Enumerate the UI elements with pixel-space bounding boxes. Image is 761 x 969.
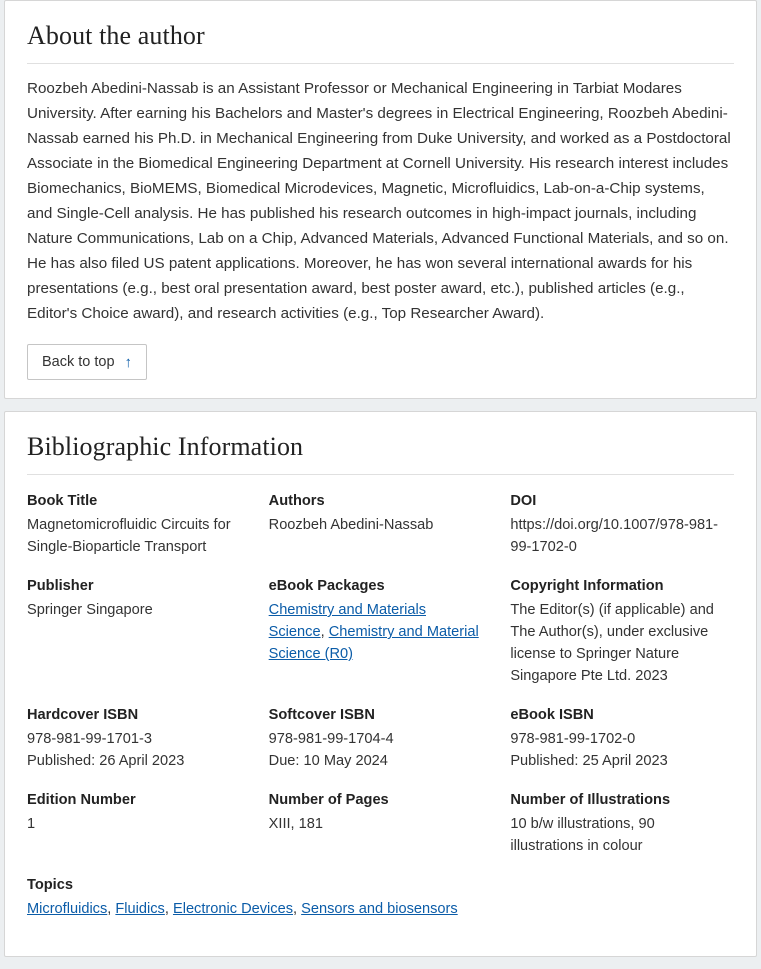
field-value: XIII, 181 xyxy=(268,816,324,832)
about-the-author-text: Roozbeh Abedini-Nassab is an Assistant Professor or Mechanical Engineering in Tarbiat Modares University. After earning his Bachelors and Master's degrees in Electrical Engineering, Roozbeh Abedini-Nassab earned his Ph.D. in Mechanical Engineering from Duke University, and worked as a Postdoctoral Associate in the Biomedical Engineering Department at Cornell University. His research interest includes Biomechanics, BioMEMS, Biomedical Microdevices, Magnetic, Microfluidics, Lab-on-a-Chip systems, and Single-Cell analysis. He has published his research outcomes in high-impact journals, including Nature Communications, Lab on a Chip, Advanced Materials, Advanced Functional Materials, and so on. He has also filed US patent applications. Moreover, he has won several international awards for his presentations (e.g., best oral presentation award, best poster award, etc.), published articles (e.g., Editor's Choice award), and research activities (e.g., Top Researcher Award). xyxy=(27,80,731,322)
field-value: 978-981-99-1701-3 xyxy=(27,731,152,747)
topic-link[interactable]: Electronic Devices xyxy=(172,901,294,917)
topic-separator: , xyxy=(107,901,116,917)
field-authors xyxy=(269,491,493,558)
bibliographic-information-heading: Bibliographic Information xyxy=(27,432,734,475)
field-label: Softcover ISBN xyxy=(268,707,375,723)
topic-link[interactable]: Fluidics xyxy=(115,901,165,917)
field-edition-number xyxy=(27,790,251,857)
field-label: eBook ISBN xyxy=(510,707,594,723)
arrow-up-icon: ↑ xyxy=(124,353,133,371)
field-value: Roozbeh Abedini-Nassab xyxy=(268,517,434,533)
field-label: eBook Packages xyxy=(268,578,385,594)
bibliographic-information-card xyxy=(4,411,757,957)
back-to-top-button[interactable] xyxy=(27,344,147,380)
topics-links xyxy=(27,898,726,920)
field-label: Publisher xyxy=(27,578,94,594)
field-label: DOI xyxy=(510,493,537,509)
field-label: Copyright Information xyxy=(510,578,664,594)
field-note: Published: 25 April 2023 xyxy=(510,753,668,769)
field-value: https://doi.org/10.1007/978-981-99-1702-0 xyxy=(510,517,719,555)
bibliographic-grid xyxy=(27,491,734,938)
field-label: Number of Pages xyxy=(268,792,389,808)
field-label: Book Title xyxy=(27,493,98,509)
topic-link[interactable]: Microfluidics xyxy=(27,901,108,917)
ebook-packages-links xyxy=(269,599,485,665)
field-topics xyxy=(27,875,734,920)
field-softcover-isbn xyxy=(269,705,493,772)
field-hardcover-isbn xyxy=(27,705,251,772)
field-value: 10 b/w illustrations, 90 illustrations in colour xyxy=(510,816,655,854)
ebook-package-link[interactable]: Chemistry and Material Science (R0) xyxy=(268,624,479,662)
field-ebook-packages xyxy=(269,576,493,687)
field-number-of-pages xyxy=(269,790,493,857)
field-value: Magnetomicrofluidic Circuits for Single-Bioparticle Transport xyxy=(27,517,231,555)
ebook-package-link[interactable]: Chemistry and Materials Science xyxy=(268,602,426,640)
back-to-top-label: Back to top xyxy=(42,354,115,370)
field-label: Topics xyxy=(27,877,73,893)
field-ebook-isbn xyxy=(510,705,734,772)
topic-separator: , xyxy=(293,901,302,917)
field-label: Authors xyxy=(268,493,325,509)
field-publisher xyxy=(27,576,251,687)
field-value: 978-981-99-1702-0 xyxy=(510,731,636,747)
field-label: Edition Number xyxy=(27,792,136,808)
field-label: Number of Illustrations xyxy=(510,792,671,808)
field-number-of-illustrations xyxy=(510,790,734,857)
topic-link[interactable]: Sensors and biosensors xyxy=(301,901,458,917)
ebook-package-separator: , xyxy=(320,624,329,640)
field-note: Published: 26 April 2023 xyxy=(27,753,185,769)
field-label: Hardcover ISBN xyxy=(27,707,139,723)
field-note: Due: 10 May 2024 xyxy=(268,753,388,769)
about-the-author-heading: About the author xyxy=(27,21,734,64)
field-book-title xyxy=(27,491,251,558)
about-the-author-card xyxy=(4,0,757,399)
field-doi xyxy=(510,491,734,558)
topic-separator: , xyxy=(164,901,173,917)
field-value: 1 xyxy=(27,816,36,832)
field-value: 978-981-99-1704-4 xyxy=(268,731,394,747)
field-value: The Editor(s) (if applicable) and The Author(s), under exclusive license to Springer Nature Singapore Pte Ltd. 2023 xyxy=(510,602,714,684)
field-copyright-information xyxy=(510,576,734,687)
field-value: Springer Singapore xyxy=(27,602,153,618)
